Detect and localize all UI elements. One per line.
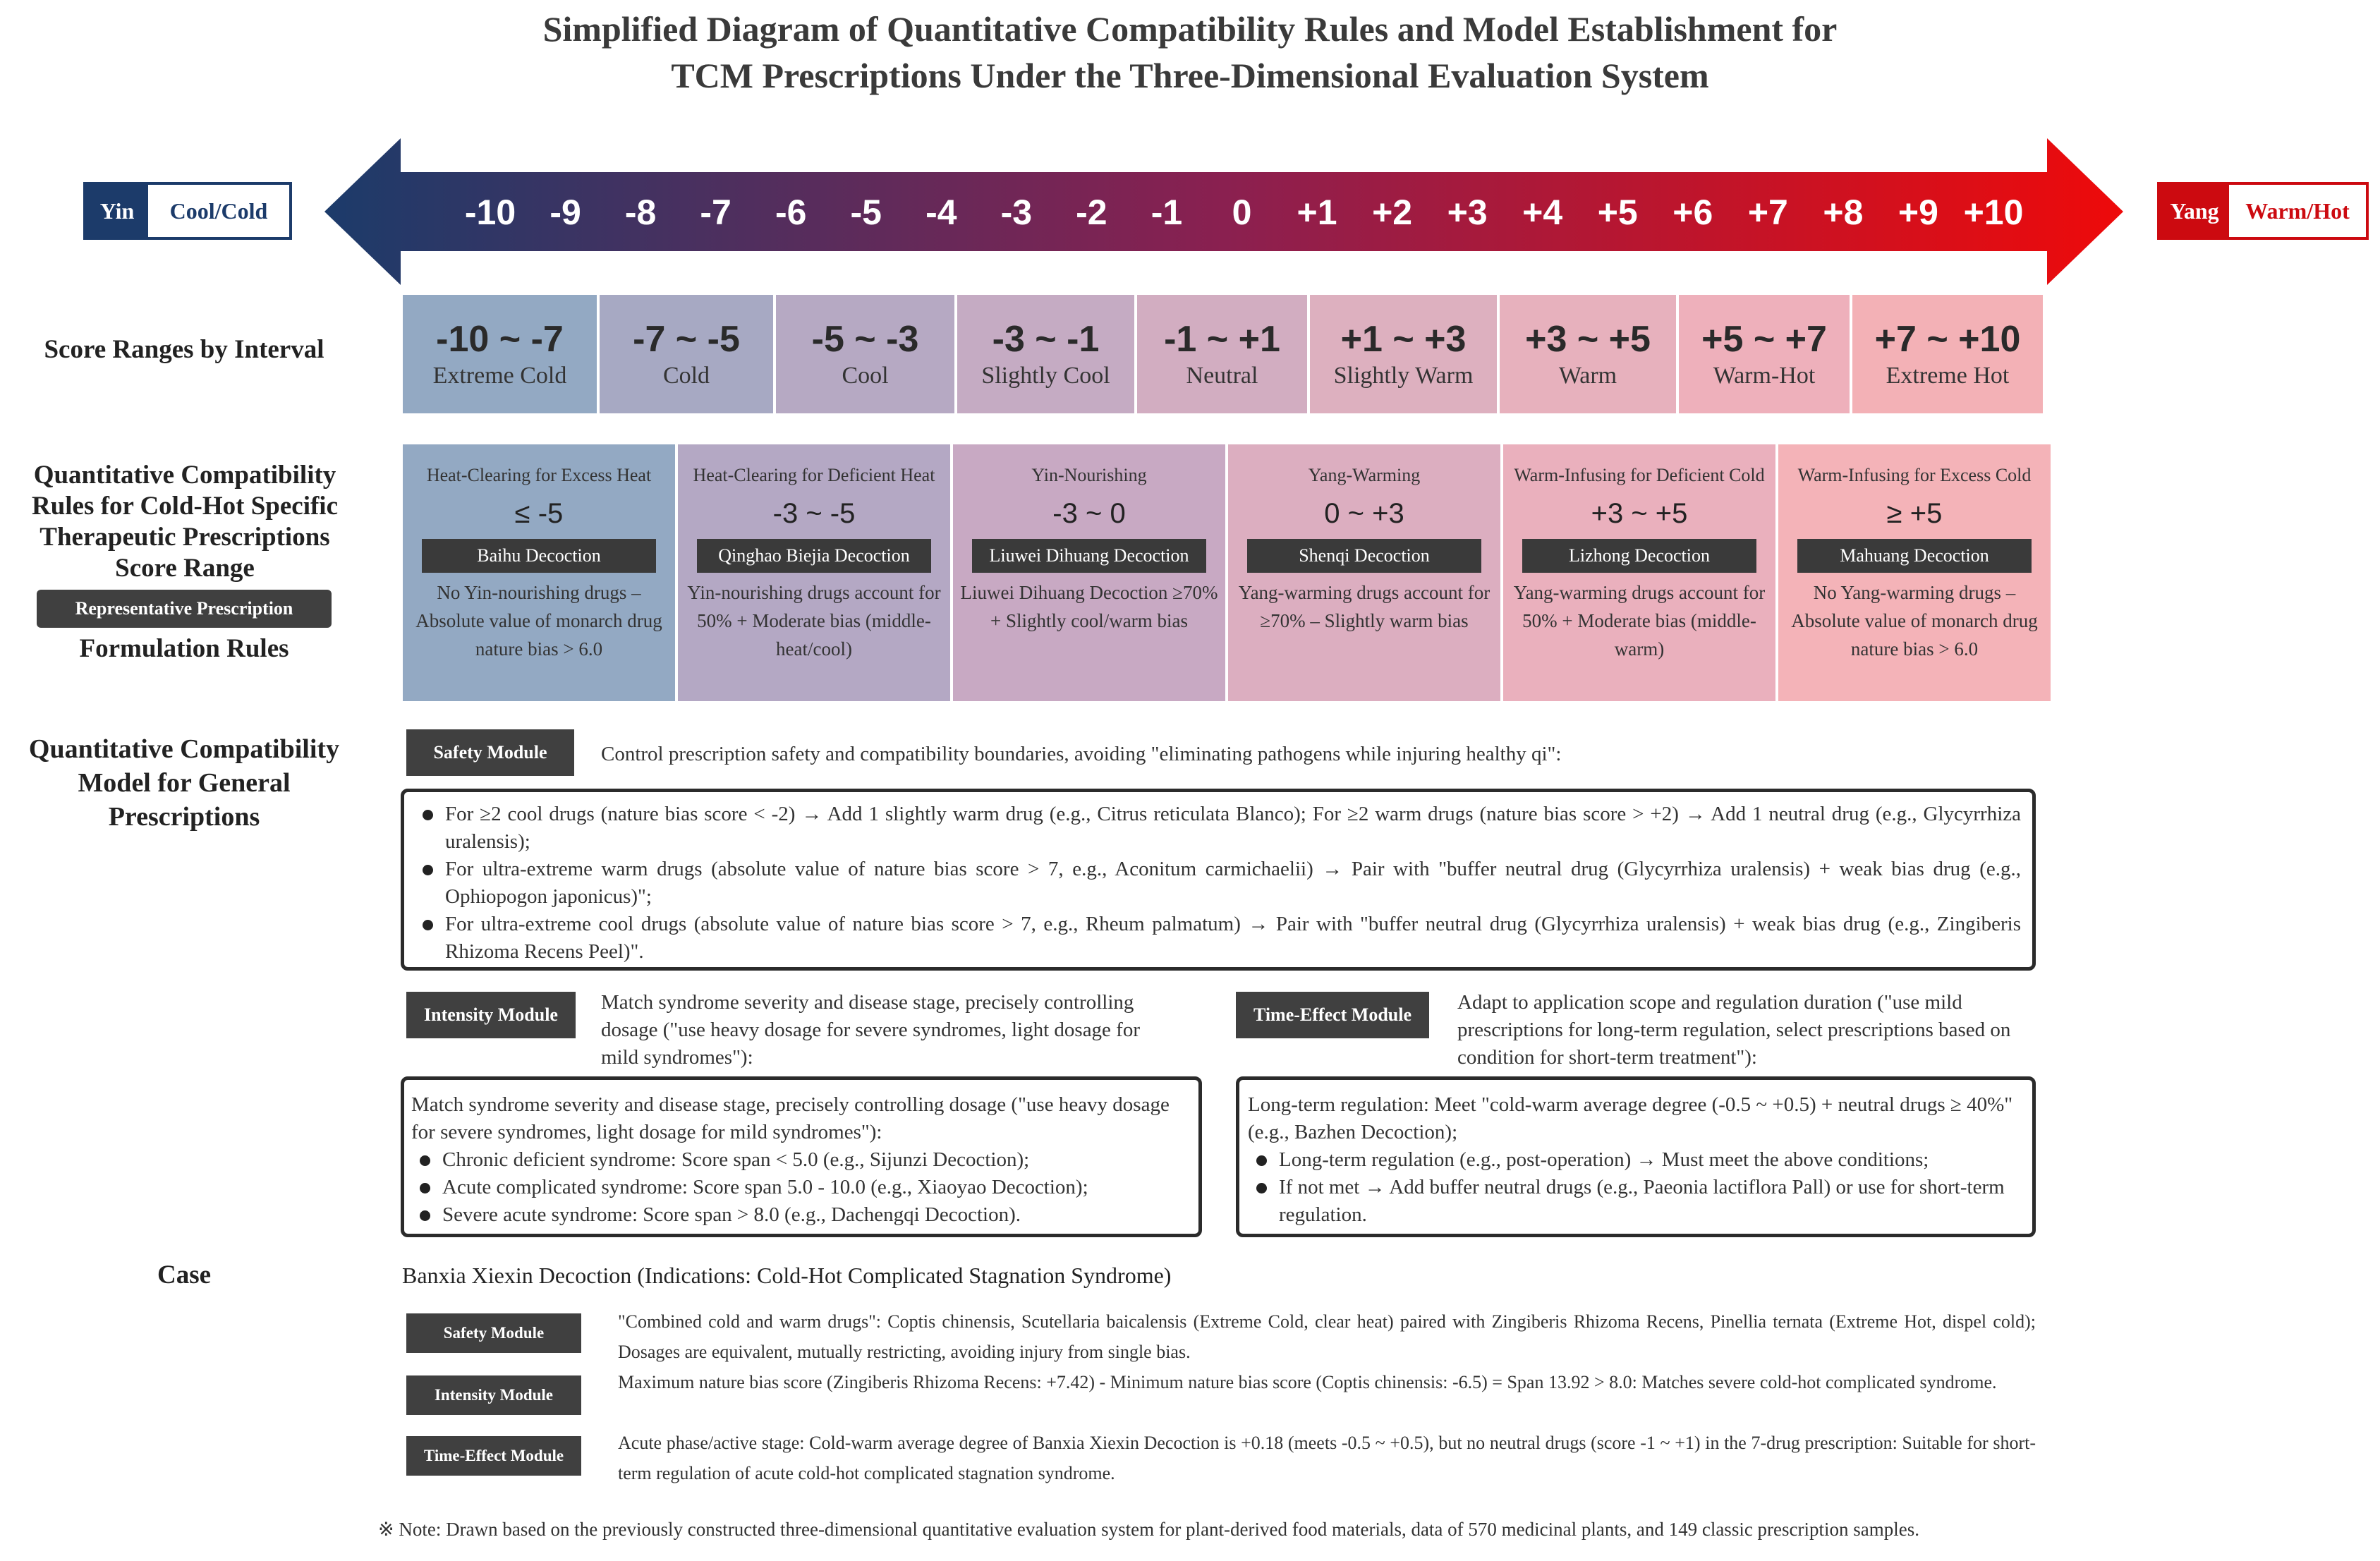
rule-score-range: -3 ~ -5 <box>772 498 856 529</box>
score-range-value: -3 ~ -1 <box>992 319 1100 360</box>
scale-tick: -3 <box>1000 193 1033 232</box>
representative-prescription: Liuwei Dihuang Decoction <box>972 539 1206 573</box>
intensity-rules-box <box>401 1076 1202 1237</box>
general-model-label: Quantitative Compatibility Model for General Prescriptions <box>28 734 340 832</box>
scale-tick: -1 <box>1150 193 1183 232</box>
intensity-bullet-3: Severe acute syndrome: Score span > 8.0 (e.g., Dachengqi Decoction). <box>411 1201 1191 1229</box>
scale-tick: 0 <box>1232 193 1252 232</box>
safety-module-badge: Safety Module <box>406 729 574 776</box>
rule-title: Yang-Warming <box>1308 465 1421 485</box>
time-effect-box-intro: Long-term regulation: Meet "cold-warm average degree (-0.5 ~ +0.5) + neutral drugs ≥ 40%" (e.g., Bazhen Decoction); <box>1248 1093 2013 1143</box>
scale-tick: -6 <box>775 193 807 232</box>
score-range-value: -5 ~ -3 <box>811 319 919 360</box>
scale-tick: +7 <box>1747 193 1788 232</box>
safety-bullet-2: For ultra-extreme warm drugs (absolute value of nature bias score > 7, e.g., Aconitum carmichaelii) → Pair with "buffer neutral drug (Glycyrrhiza uralensis) + weak bias drug (e.g., Ophiopogon japonicus)"; <box>414 856 2021 911</box>
score-ranges-label: Score Ranges by Interval <box>44 335 324 364</box>
rule-description: Liuwei Dihuang Decoction ≥70% + Slightly cool/warm bias <box>960 582 1218 631</box>
score-range-box <box>1500 295 1676 413</box>
yang-short-label: Yang <box>2160 185 2229 237</box>
rule-title: Heat-Clearing for Excess Heat <box>426 465 652 485</box>
score-range-label: Score Range <box>115 554 255 583</box>
score-range-name: Cold <box>662 363 710 389</box>
case-safety-text: "Combined cold and warm drugs": Coptis chinensis, Scutellaria baicalensis (Extreme Cold, clear heat) paired with Zingiberis Rhizoma Recens, Pinellia ternata (Extreme Hot, dispel cold); Dosages are equivalent, mutually restricting, avoiding injury from single bias. <box>618 1311 2036 1362</box>
scale-tick: +6 <box>1672 193 1713 232</box>
scale-tick: -2 <box>1076 193 1107 232</box>
formulation-rule-column <box>1778 444 2051 701</box>
time-effect-bullet-2: If not met → Add buffer neutral drugs (e.g., Paeonia lactiflora Pall) or use for short-term regulation. <box>1248 1174 2025 1229</box>
formulation-rule-column <box>403 444 675 701</box>
score-range-box <box>1679 295 1850 413</box>
case-time-effect-text: Acute phase/active stage: Cold-warm average degree of Banxia Xiexin Decoction is +0.18 (meets -0.5 ~ +0.5), but no neutral drugs (score -1 ~ +1) in the 7-drug prescription: Suitable for short-term regulation of acute cold-hot complicated stagnation syndrome. <box>618 1433 2036 1483</box>
representative-prescription: Shenqi Decoction <box>1247 539 1481 573</box>
score-range-box <box>1137 295 1307 413</box>
rule-score-range: -3 ~ 0 <box>1052 498 1126 529</box>
representative-prescription: Baihu Decoction <box>422 539 656 573</box>
footnote: ※ Note: Drawn based on the previously constructed three-dimensional quantitative evaluation system for plant-derived food materials, data of 570 medicinal plants, and 149 classic prescription samples. <box>378 1519 1920 1540</box>
rule-description: Yin-nourishing drugs account for 50% + Moderate bias (middle-heat/cool) <box>687 582 941 660</box>
safety-bullet-3: For ultra-extreme cool drugs (absolute value of nature bias score > 7, e.g., Rheum palmatum) → Pair with "buffer neutral drug (Glycyrrhiza uralensis) + weak bias drug (e.g., Zingiberis Rhizoma Recens Peel)". <box>414 911 2021 966</box>
score-range-box <box>1852 295 2043 413</box>
time-effect-intro: Adapt to application scope and regulation duration ("use mild prescriptions for long-term regulation, select prescriptions based on condition for short-term treatment"): <box>1457 991 2011 1069</box>
formulation-rule-column <box>1228 444 1500 701</box>
score-range-name: Slightly Warm <box>1333 363 1474 389</box>
formulation-rule-column <box>678 444 950 701</box>
intensity-intro: Match syndrome severity and disease stage, precisely controlling dosage ("use heavy dosage for severe syndromes, light dosage for mild syndromes"): <box>601 991 1140 1069</box>
time-effect-bullet-1: Long-term regulation (e.g., post-operation) → Must meet the above conditions; <box>1248 1146 2025 1174</box>
score-range-value: -1 ~ +1 <box>1164 319 1280 360</box>
score-range-name: Neutral <box>1186 363 1258 389</box>
representative-prescription-badge: Representative Prescription <box>37 590 332 628</box>
yang-tag <box>2157 182 2369 240</box>
rule-score-range: +3 ~ +5 <box>1591 498 1688 529</box>
diagram-title <box>0 6 2380 99</box>
rule-title: Warm-Infusing for Excess Cold <box>1797 465 2032 485</box>
score-range-name: Extreme Hot <box>1886 363 2010 389</box>
score-range-value: +5 ~ +7 <box>1701 319 1827 360</box>
representative-prescription: Mahuang Decoction <box>1797 539 2032 573</box>
yin-tag <box>83 182 292 240</box>
score-range-value: -10 ~ -7 <box>436 319 564 360</box>
safety-rules-box <box>401 789 2036 971</box>
rule-description: Yang-warming drugs account for ≥70% – Slightly warm bias <box>1238 582 1490 631</box>
score-range-value: -7 ~ -5 <box>633 319 740 360</box>
safety-intro: Control prescription safety and compatibility boundaries, avoiding "eliminating pathogens while injuring healthy qi": <box>601 743 1562 765</box>
score-range-box <box>957 295 1134 413</box>
rule-title: Yin-Nourishing <box>1031 465 1147 485</box>
rule-description: No Yin-nourishing drugs – Absolute value of monarch drug nature bias > 6.0 <box>415 582 662 660</box>
case-intensity-badge: Intensity Module <box>406 1375 581 1415</box>
time-effect-module-badge: Time-Effect Module <box>1236 992 1429 1038</box>
case-label: Case <box>157 1261 212 1289</box>
scale-tick: +5 <box>1597 193 1638 232</box>
scale-tick: -9 <box>550 193 581 232</box>
score-range-name: Warm-Hot <box>1713 363 1816 389</box>
title-line-1: Simplified Diagram of Quantitative Compatibility Rules and Model Establishment for <box>542 9 1838 49</box>
scale-tick: -4 <box>925 193 957 232</box>
safety-bullet-1: For ≥2 cool drugs (nature bias score < -2) → Add 1 slightly warm drug (e.g., Citrus reticulata Blanco); For ≥2 warm drugs (nature bias score > +2) → Add 1 neutral drug (e.g., Glycyrrhiza uralensis); <box>414 801 2021 856</box>
yang-label: Warm/Hot <box>2229 185 2366 237</box>
case-intensity-text: Maximum nature bias score (Zingiberis Rhizoma Recens: +7.42) - Minimum nature bias score (Coptis chinensis: -6.5) = Span 13.92 > 8.0: Matches severe cold-hot complicated syndrome. <box>618 1372 1997 1392</box>
score-range-box <box>776 295 954 413</box>
formulation-rule-column <box>953 444 1225 701</box>
scale-tick: +3 <box>1447 193 1488 232</box>
title-line-2: TCM Prescriptions Under the Three-Dimensional Evaluation System <box>671 56 1709 95</box>
yin-short-label: Yin <box>86 185 148 237</box>
score-range-box <box>600 295 773 413</box>
rule-description: Yang-warming drugs account for 50% + Moderate bias (middle-warm) <box>1513 582 1766 660</box>
rules-title: Quantitative Compatibility Rules for Cold-Hot Specific Therapeutic Prescriptions <box>31 461 339 552</box>
score-range-name: Slightly Cool <box>981 363 1110 389</box>
yin-label: Cool/Cold <box>148 185 289 237</box>
scale-tick: -5 <box>850 193 882 232</box>
scale-tick: -8 <box>624 193 657 232</box>
score-range-box <box>403 295 597 413</box>
scale-tick: +9 <box>1898 193 1938 232</box>
score-range-value: +7 ~ +10 <box>1874 319 2021 360</box>
rule-score-range: 0 ~ +3 <box>1324 498 1404 529</box>
time-effect-rules-box <box>1236 1076 2036 1237</box>
representative-prescription: Lizhong Decoction <box>1522 539 1756 573</box>
score-range-name: Extreme Cold <box>432 363 567 389</box>
intensity-bullet-2: Acute complicated syndrome: Score span 5.0 - 10.0 (e.g., Xiaoyao Decoction); <box>411 1174 1191 1201</box>
formulation-rules-label: Formulation Rules <box>79 634 289 663</box>
case-safety-badge: Safety Module <box>406 1313 581 1353</box>
case-title: Banxia Xiexin Decoction (Indications: Cold-Hot Complicated Stagnation Syndrome) <box>402 1263 1172 1288</box>
formulation-rule-column <box>1503 444 1775 701</box>
scale-tick: +4 <box>1522 193 1563 232</box>
rules-label-block <box>8 460 361 584</box>
intensity-module-badge: Intensity Module <box>406 992 576 1038</box>
score-range-box <box>1310 295 1497 413</box>
scale-tick: +8 <box>1823 193 1864 232</box>
case-time-effect-badge: Time-Effect Module <box>406 1436 581 1476</box>
representative-prescription: Qinghao Biejia Decoction <box>697 539 931 573</box>
rule-title: Warm-Infusing for Deficient Cold <box>1514 465 1765 485</box>
score-range-name: Warm <box>1558 363 1617 389</box>
score-range-value: +1 ~ +3 <box>1340 319 1467 360</box>
rule-description: No Yang-warming drugs – Absolute value of monarch drug nature bias > 6.0 <box>1791 582 2038 660</box>
score-range-name: Cool <box>842 363 889 389</box>
rule-title: Heat-Clearing for Deficient Heat <box>693 465 935 485</box>
scale-tick: -7 <box>700 193 731 232</box>
rule-score-range: ≤ -5 <box>514 498 564 529</box>
scale-tick: +2 <box>1372 193 1413 232</box>
rule-score-range: ≥ +5 <box>1886 498 1943 529</box>
intensity-box-intro: Match syndrome severity and disease stage, precisely controlling dosage ("use heavy dosage for severe syndromes, light dosage for mild syndromes"): <box>411 1093 1170 1143</box>
score-range-value: +3 ~ +5 <box>1525 319 1651 360</box>
scale-tick: -10 <box>464 193 516 232</box>
scale-tick: +1 <box>1297 193 1337 232</box>
intensity-bullet-1: Chronic deficient syndrome: Score span < 5.0 (e.g., Sijunzi Decoction); <box>411 1146 1191 1174</box>
scale-tick: +10 <box>1963 193 2024 232</box>
